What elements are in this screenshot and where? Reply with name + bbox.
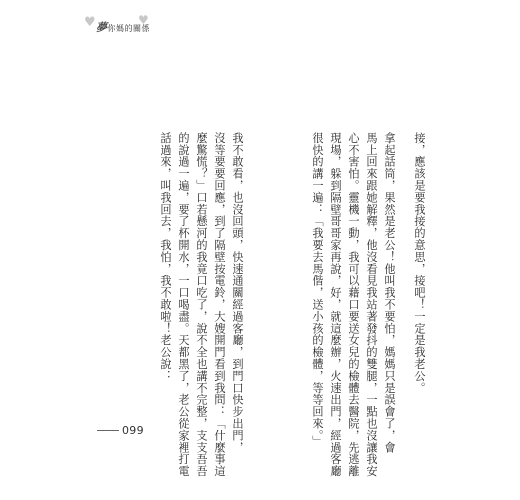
text-column: 麼驚慌？」口若懸河的我竟口吃了，說不全也講不完整，支支吾吾 bbox=[195, 132, 208, 478]
text-column bbox=[291, 132, 304, 392]
text-column bbox=[399, 132, 412, 392]
page-number: 099 bbox=[122, 424, 144, 437]
text-column: 拿起話筒，果然是老公！他叫我不要怕，媽媽只是誤會了，會 bbox=[383, 132, 396, 454]
text-column: 現場，躲到隔壁哥哥家再說，好，就這麼辦，火速出門，經過客廳 bbox=[329, 132, 342, 478]
text-column: 的說過一遍，要了杯開水，一口喝盡。天都黑了，老公從家裡打電 bbox=[177, 132, 190, 478]
text-column: 馬上回來跟她解釋，他沒看見我站著發抖的雙腿，一點也沒讓我安 bbox=[365, 132, 378, 478]
text-column: 我不敢看，也沒回頭，快速通關經過客廳，到門口快步出門， bbox=[231, 132, 244, 454]
running-header-initial: 夢 bbox=[96, 21, 108, 34]
text-column: 很快的講一遍：「我要去馬偕，送小孩的檢體，等等回來。」 bbox=[311, 132, 324, 448]
heart-icon: ♥ bbox=[138, 13, 149, 27]
running-header bbox=[84, 14, 164, 40]
heart-icon: ♥ bbox=[84, 15, 96, 30]
running-header-title bbox=[96, 19, 150, 35]
text-column: 話過來，叫我回去，我怕，我不敢啦！老公說： bbox=[159, 132, 172, 382]
text-column: 心不害怕。靈機一動，我可以藉口要送女兒的檢體去醫院，先逃離 bbox=[347, 132, 360, 478]
footer-rule bbox=[97, 430, 119, 431]
text-column: 接，應該是要我接的意思，接吧！一定是我老公。 bbox=[413, 132, 426, 394]
running-header-text: 你媽的關係 bbox=[107, 24, 150, 33]
text-column: 沒等要要回應，到了隔壁按電鈴，大嫂開門看到我問：「什麼事這 bbox=[213, 132, 226, 478]
